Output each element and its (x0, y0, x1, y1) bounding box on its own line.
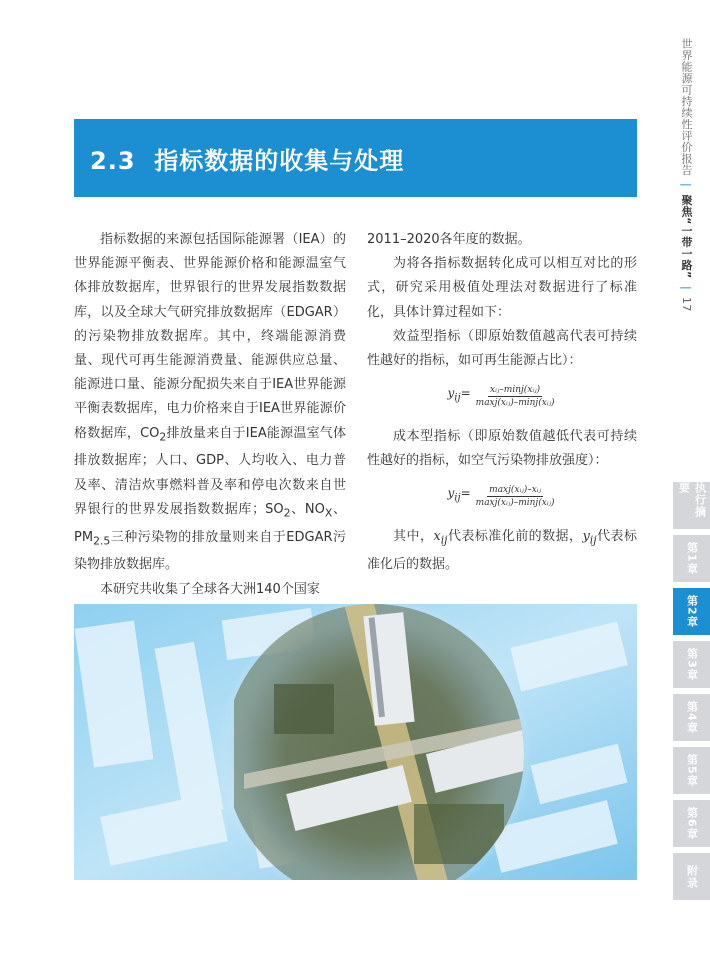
chapter-tab[interactable] (673, 535, 710, 582)
chapter-tab-label: 第3章 (685, 648, 699, 681)
text-run: 、PM (74, 501, 346, 545)
variable-letter: x (433, 528, 441, 544)
text-run: 排放量来自于IEA能源温室气体排放数据库；人口、GDP、人均收入、电力普及率、清洁炊事燃料普及率和停电次数来自世界银行的世界发展指数数据库；SO (74, 425, 346, 517)
separator: | (680, 183, 693, 188)
formula-var: y (447, 386, 455, 401)
formula-lhs (448, 481, 471, 511)
formula-fraction (474, 384, 557, 409)
chapter-tab-label: 第1章 (685, 542, 699, 575)
text-run: 指标数据的来源包括国际能源署（IEA）的世界能源平衡表、世界能源价格和能源温室气体排放数据库，世界银行的世界发展指数数据库，以及全球大气研究排放数据库（EDGAR）的污染物排放数据库。其中，终端能源消费量、现代可再生能源消费量、能源供应总量、能源进口量、能源分配损失来自于IEA世界能源平衡表数据库，电力价格来自于IEA世界能源价格数据库，CO (74, 232, 346, 441)
formula-numerator: xᵢⱼ–minj(xᵢⱼ) (490, 384, 541, 395)
chapter-tab[interactable] (673, 641, 710, 688)
aerial-city-illustration (74, 604, 637, 880)
formula-denominator: maxj(xᵢⱼ)–minj(xᵢⱼ) (475, 497, 555, 508)
formula-lhs (448, 381, 471, 411)
chapter-tab-label: 第6章 (685, 807, 699, 840)
body-paragraph: 本研究共收集了全球各大洲140个国家 (100, 581, 320, 597)
subscript: 2 (159, 430, 167, 444)
chapter-tab-label: 第5章 (685, 754, 699, 787)
equals-sign: = (460, 486, 471, 501)
page-number: 17 (680, 296, 693, 312)
chapter-tab[interactable] (673, 853, 710, 900)
body-paragraph: 效益型指标（即原始数值越高代表可持续性越好的指标，如可再生能源占比）： (367, 328, 637, 369)
text-run: 代表标准化前的数据， (447, 528, 583, 544)
body-paragraph: 成本型指标（即原始数值越低代表可持续性越好的指标，如空气污染物排放强度）： (367, 428, 637, 469)
formula-fraction (474, 484, 557, 509)
formula-var: y (447, 486, 455, 501)
chapter-tab-label: 第2章 (685, 595, 699, 628)
section-number: 2.3 (90, 147, 136, 175)
section-title-text: 指标数据的收集与处理 (154, 147, 405, 175)
aerial-city-photo (74, 604, 637, 880)
subscript: ij (454, 492, 461, 504)
text-run: 代表标准化后的数据。 (367, 528, 637, 572)
chapter-tab-label: 附录 (685, 864, 699, 889)
text-run: 、NO (290, 501, 325, 517)
body-paragraph-continued: 2011–2020各年度的数据。 (367, 232, 531, 247)
chapter-tab-label: 执行摘要 (677, 482, 707, 518)
section-title (90, 141, 404, 176)
subscript: ij (440, 533, 448, 547)
right-column (367, 228, 637, 577)
formula-denominator: maxj(xᵢⱼ)–minj(xᵢⱼ) (475, 397, 555, 408)
running-head (678, 38, 694, 312)
equals-sign: = (460, 386, 471, 401)
subscript: ij (589, 533, 597, 547)
report-title: 世界能源可持续性评价报告 (680, 38, 693, 176)
benefit-formula (367, 381, 637, 411)
body-paragraph: 为将各指标数据转化成可以相互对比的形式，研究采用极值处理法对数据进行了标准化，具体计算过程如下： (367, 256, 637, 320)
variable-letter: y (582, 528, 590, 544)
subscript: 2.5 (93, 534, 111, 548)
body-paragraph (74, 228, 346, 578)
section-banner (74, 119, 637, 197)
text-run: 其中， (393, 528, 434, 544)
subscript: 2 (283, 506, 291, 520)
focus-label: 聚焦“一带一路” (680, 194, 693, 279)
subscript: ij (454, 392, 461, 404)
chapter-tabs (673, 482, 710, 906)
chapter-tab-label: 第4章 (685, 701, 699, 734)
separator: | (680, 285, 693, 290)
chapter-tab[interactable] (673, 694, 710, 741)
chapter-tab[interactable] (673, 482, 710, 529)
body-paragraph (367, 525, 637, 577)
variable-y (582, 528, 597, 547)
text-run: 三种污染物的排放量则来自于EDGAR污染物排放数据库。 (74, 529, 346, 573)
left-column (74, 228, 346, 602)
subscript: X (324, 506, 333, 520)
variable-x (433, 528, 448, 547)
cost-formula (367, 481, 637, 511)
chapter-tab[interactable] (673, 747, 710, 794)
chapter-tab-active[interactable] (673, 588, 710, 635)
chapter-tab[interactable] (673, 800, 710, 847)
formula-numerator: maxj(xᵢⱼ)–xᵢⱼ (489, 484, 541, 495)
